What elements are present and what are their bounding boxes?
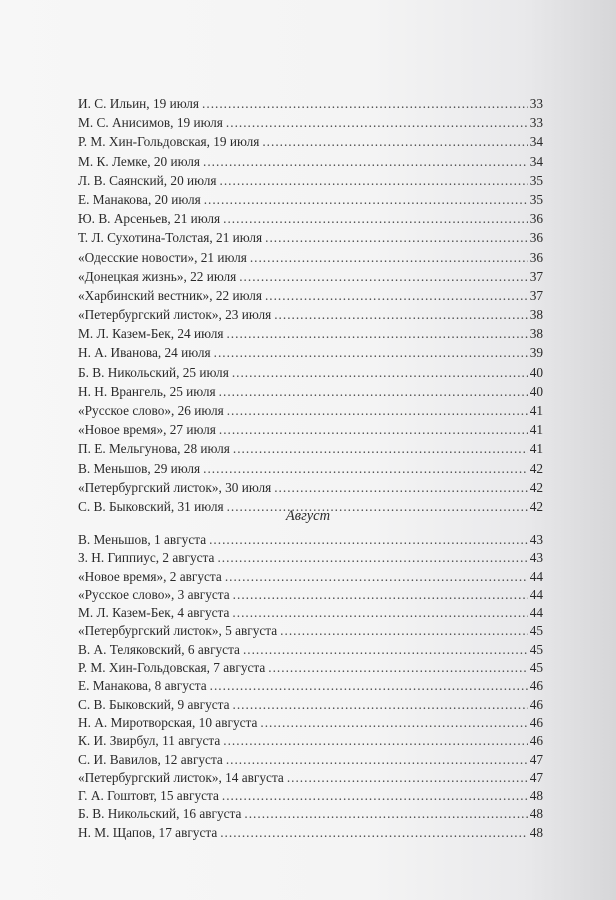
dot-leader [226,751,528,769]
entry-page: 41 [529,422,543,438]
entry-page: 33 [529,115,543,131]
dot-leader [203,152,528,171]
toc-entry [78,363,543,382]
entry-page: 48 [529,788,543,804]
dot-leader [202,94,528,113]
toc-entry [78,152,543,171]
toc-entry [78,439,543,458]
toc-entry [78,677,543,695]
entry-page: 36 [529,230,543,246]
entry-page: 44 [529,586,543,602]
entry-page: 43 [529,532,543,547]
entry-title: «Новое время», 27 июля [78,422,216,438]
toc-entry [78,132,543,151]
entry-page: 48 [529,806,543,822]
entry-page: 38 [529,326,543,342]
toc-entry [78,420,543,439]
entry-title: М. К. Лемке, 20 июля [78,153,201,169]
entry-page: 46 [529,678,543,694]
dot-leader [265,228,528,247]
toc-entry [78,190,543,209]
entry-title: Е. Манакова, 20 июля [78,191,201,207]
dot-leader [287,769,528,787]
dot-leader [223,732,527,750]
entry-title: «Русское слово», 26 июля [78,403,224,418]
entry-title: «Петербургский листок», 30 июля [78,479,272,495]
entry-page: 45 [529,660,543,676]
entry-page: 47 [529,751,543,767]
entry-title: М. С. Анисимов, 19 июля [78,115,223,131]
entry-title: Г. А. Гоштовт, 15 августа [78,788,219,804]
dot-leader [220,824,527,842]
entry-title: Н. Н. Врангель, 25 июля [78,383,216,399]
dot-leader [217,549,527,567]
toc-entry [78,659,543,677]
entry-title: М. Л. Казем-Бек, 4 августа [78,605,230,621]
entry-page: 35 [529,172,543,188]
dot-leader [209,531,528,549]
entry-page: 34 [529,153,543,169]
entry-page: 45 [529,623,543,639]
entry-title: Е. Манакова, 8 августа [78,678,207,694]
entry-page: 41 [529,441,543,457]
entry-title: Н. А. Миротворская, 10 августа [78,714,258,730]
dot-leader [219,420,528,439]
dot-leader [225,568,528,586]
toc-entry [78,324,543,343]
entry-title: Т. Л. Сухотина-Толстая, 21 июля [78,230,263,246]
entry-page: 42 [529,479,543,495]
toc-entry [78,94,543,113]
entry-title: З. Н. Гиппиус, 2 августа [78,550,215,566]
entry-page: 37 [529,268,543,284]
toc-entry [78,604,543,622]
toc-entry [78,622,543,640]
dot-leader [210,677,528,695]
toc-entry [78,228,543,247]
dot-leader [260,714,527,732]
entry-title: Р. М. Хин-Гольдовская, 7 августа [78,660,266,676]
entry-page: 38 [529,307,543,323]
dot-leader [265,286,528,305]
entry-page: 40 [529,383,543,399]
dot-leader [232,363,528,382]
toc-entry [78,478,543,497]
dot-leader [222,787,528,805]
toc-entry [78,805,543,823]
entry-title: Л. В. Саянский, 20 июля [78,172,217,188]
toc-entry [78,549,543,567]
toc-entry [78,113,543,132]
entry-title: Ю. В. Арсеньев, 21 июля [78,211,221,227]
entry-page: 35 [529,191,543,207]
toc-entry [78,459,543,478]
entry-title: «Петербургский листок», 14 августа [78,769,284,785]
entry-page: 44 [529,605,543,621]
entry-page: 37 [529,287,543,303]
entry-page: 34 [529,134,543,150]
entry-title: Н. А. Иванова, 24 июля [78,345,211,361]
entry-title: М. Л. Казем-Бек, 24 июля [78,326,224,342]
dot-leader [239,267,527,286]
entry-title: Н. М. Щапов, 17 августа [78,824,218,840]
dot-leader [274,478,527,497]
entry-page: 46 [529,714,543,730]
entry-title: «Одесские новости», 21 июля [78,249,247,265]
toc-entry [78,401,543,420]
entry-page: 40 [529,364,543,380]
toc-entry [78,382,543,401]
dot-leader [232,604,527,622]
entry-title: К. И. Звирбул, 11 августа [78,733,221,749]
entry-title: «Донецкая жизнь», 22 июля [78,268,237,284]
toc-entry [78,171,543,190]
toc-entry [78,714,543,732]
entry-title: В. А. Теляковский, 6 августа [78,641,240,657]
entry-page: 44 [529,568,543,584]
toc-entry [78,248,543,267]
entry-page: 36 [529,211,543,227]
toc-entry [78,568,543,586]
entry-title: «Русское слово», 3 августа [78,586,230,602]
dot-leader [280,622,528,640]
dot-leader [250,248,528,267]
dot-leader [262,132,527,151]
entry-title: С. В. Быковский, 31 июля [78,498,224,514]
entry-page: 39 [529,345,543,361]
entry-page: 43 [529,550,543,566]
toc-entry [78,286,543,305]
toc-entry [78,769,543,787]
entry-title: «Петербургский листок», 5 августа [78,623,278,639]
toc-entry [78,732,543,750]
entry-title: «Харбинский вестник», 22 июля [78,287,262,303]
entry-page: 42 [529,460,543,476]
entry-title: В. Меньшов, 1 августа [78,532,207,547]
toc-entry [78,267,543,286]
dot-leader [233,696,528,714]
entry-title: В. Меньшов, 29 июля [78,460,201,476]
entry-title: И. С. Ильин, 19 июля [78,96,200,111]
dot-leader [244,805,527,823]
toc-july [78,94,543,516]
toc-entry [78,641,543,659]
dot-leader [243,641,528,659]
entry-page: 36 [529,249,543,265]
toc-entry [78,209,543,228]
entry-title: С. И. Вавилов, 12 августа [78,751,223,767]
toc-entry [78,696,543,714]
toc-entry [78,787,543,805]
dot-leader [268,659,527,677]
dot-leader [226,113,528,132]
entry-title: «Новое время», 2 августа [78,568,222,584]
entry-page: 47 [529,769,543,785]
toc-august [78,531,543,842]
toc-entry [78,531,543,549]
entry-page: 48 [529,824,543,840]
dot-leader [227,401,528,420]
entry-title: Б. В. Никольский, 25 июля [78,364,229,380]
entry-title: «Петербургский листок», 23 июля [78,307,272,323]
toc-entry [78,824,543,842]
dot-leader [204,190,528,209]
entry-page: 42 [529,498,543,514]
entry-title: П. Е. Мельгунова, 28 июля [78,441,230,457]
entry-page: 46 [529,696,543,712]
entry-page: 41 [529,403,543,418]
toc-entry [78,305,543,324]
entry-title: Р. М. Хин-Гольдовская, 19 июля [78,134,260,150]
dot-leader [226,324,527,343]
dot-leader [233,586,528,604]
entry-title: Б. В. Никольский, 16 августа [78,806,242,822]
toc-entry [78,586,543,604]
dot-leader [233,439,528,458]
dot-leader [203,459,528,478]
entry-title: С. В. Быковский, 9 августа [78,696,230,712]
dot-leader [214,343,528,362]
dot-leader [274,305,527,324]
entry-page: 33 [529,96,543,111]
entry-page: 46 [529,733,543,749]
dot-leader [223,209,528,228]
dot-leader [220,171,528,190]
section-heading-august: Август [285,508,331,524]
dot-leader [219,382,528,401]
toc-entry [78,751,543,769]
toc-entry [78,343,543,362]
entry-page: 45 [529,641,543,657]
